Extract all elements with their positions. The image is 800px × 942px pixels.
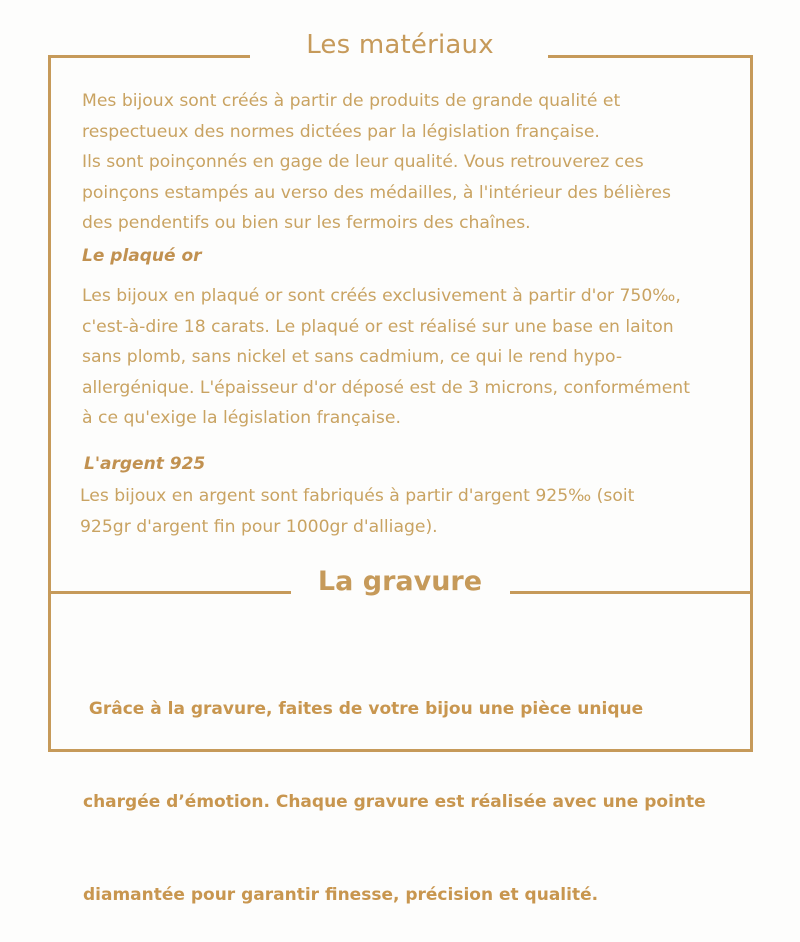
engraving-line: chargée d’émotion. Chaque gravure est réalisée avec une pointe — [83, 792, 706, 812]
intro-line: poinçons estampés au verso des médailles, à l'intérieur des bélières — [82, 182, 671, 203]
silver-heading: L'argent 925 — [84, 454, 206, 474]
silver-line: 925gr d'argent fin pour 1000gr d'alliage). — [80, 516, 438, 537]
gold-line: à ce qu'exige la législation française. — [82, 408, 401, 428]
gold-line: c'est-à-dire 18 carats. Le plaqué or est réalisé sur une base en laiton — [82, 316, 674, 337]
intro-line: respectueux des normes dictées par la législation française. — [82, 121, 600, 142]
frame-left-line — [48, 55, 51, 752]
intro-line: Mes bijoux sont créés à partir de produits de grande qualité et — [82, 91, 621, 111]
gold-line: sans plomb, sans nickel et sans cadmium, ce qui le rend hypo- — [82, 347, 623, 367]
intro-line: des pendentifs ou bien sur les fermoirs des chaînes. — [82, 213, 531, 233]
frame-right-line — [750, 55, 753, 752]
intro-line: Ils sont poinçonnés en gage de leur qualité. Vous retrouverez ces — [82, 152, 644, 172]
engraving-line: diamantée pour garantir finesse, précision et qualité. — [83, 885, 599, 905]
silver-line: Les bijoux en argent sont fabriqués à partir d'argent 925‰ (soit — [80, 486, 635, 506]
engraving-paragraph — [83, 632, 706, 942]
materials-title: Les matériaux — [306, 30, 494, 60]
silver-paragraph — [80, 481, 634, 542]
engraving-title: La gravure — [317, 566, 483, 597]
engraving-line: Grâce à la gravure, faites de votre bijou une pièce unique — [83, 699, 644, 719]
gold-heading: Le plaqué or — [82, 246, 202, 266]
gold-line: allergénique. L'épaisseur d'or déposé est de 3 microns, conformément — [82, 377, 690, 398]
gold-paragraph — [82, 281, 690, 434]
materials-intro — [82, 86, 671, 239]
gold-line: Les bijoux en plaqué or sont créés exclusivement à partir d'or 750‰, — [82, 286, 681, 306]
